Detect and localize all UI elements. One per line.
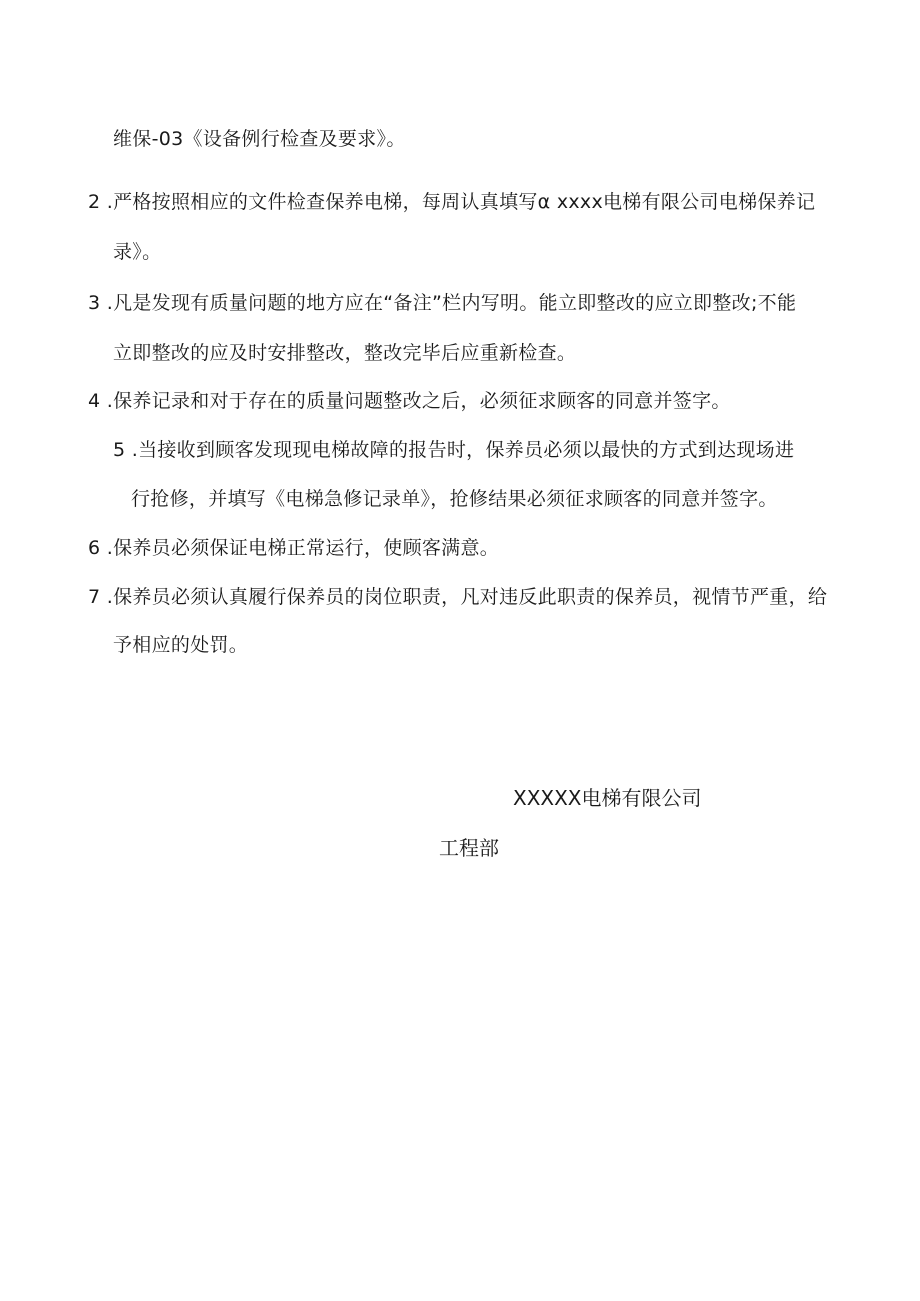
paragraph-line: 予相应的处罚。	[113, 634, 249, 656]
paragraph-line: 6 .保养员必须保证电梯正常运行，使顾客满意。	[88, 537, 500, 559]
paragraph-line: 5 .当接收到顾客发现现电梯故障的报告时，保养员必须以最快的方式到达现场进	[113, 439, 795, 461]
paragraph-line: 录》。	[113, 241, 162, 263]
paragraph-line: 立即整改的应及时安排整改，整改完毕后应重新检查。	[113, 342, 577, 364]
signature-company: XXXXX电梯有限公司	[513, 786, 702, 810]
paragraph-line: 3 .凡是发现有质量问题的地方应在“备注”栏内写明。能立即整改的应立即整改;不能	[88, 292, 797, 314]
paragraph-line: 4 .保养记录和对于存在的质量问题整改之后，必须征求顾客的同意并签字。	[88, 390, 731, 412]
paragraph-line: 行抢修，并填写《电梯急修记录单》，抢修结果必须征求顾客的同意并签字。	[131, 488, 778, 510]
paragraph-line: 7 .保养员必须认真履行保养员的岗位职责，凡对违反此职责的保养员，视情节严重，给	[88, 586, 828, 608]
signature-department: 工程部	[439, 836, 499, 860]
paragraph-line: 2 .严格按照相应的文件检查保养电梯，每周认真填写α xxxx电梯有限公司电梯保养记	[88, 191, 816, 213]
paragraph-line: 维保-03《设备例行检查及要求》。	[113, 128, 406, 150]
